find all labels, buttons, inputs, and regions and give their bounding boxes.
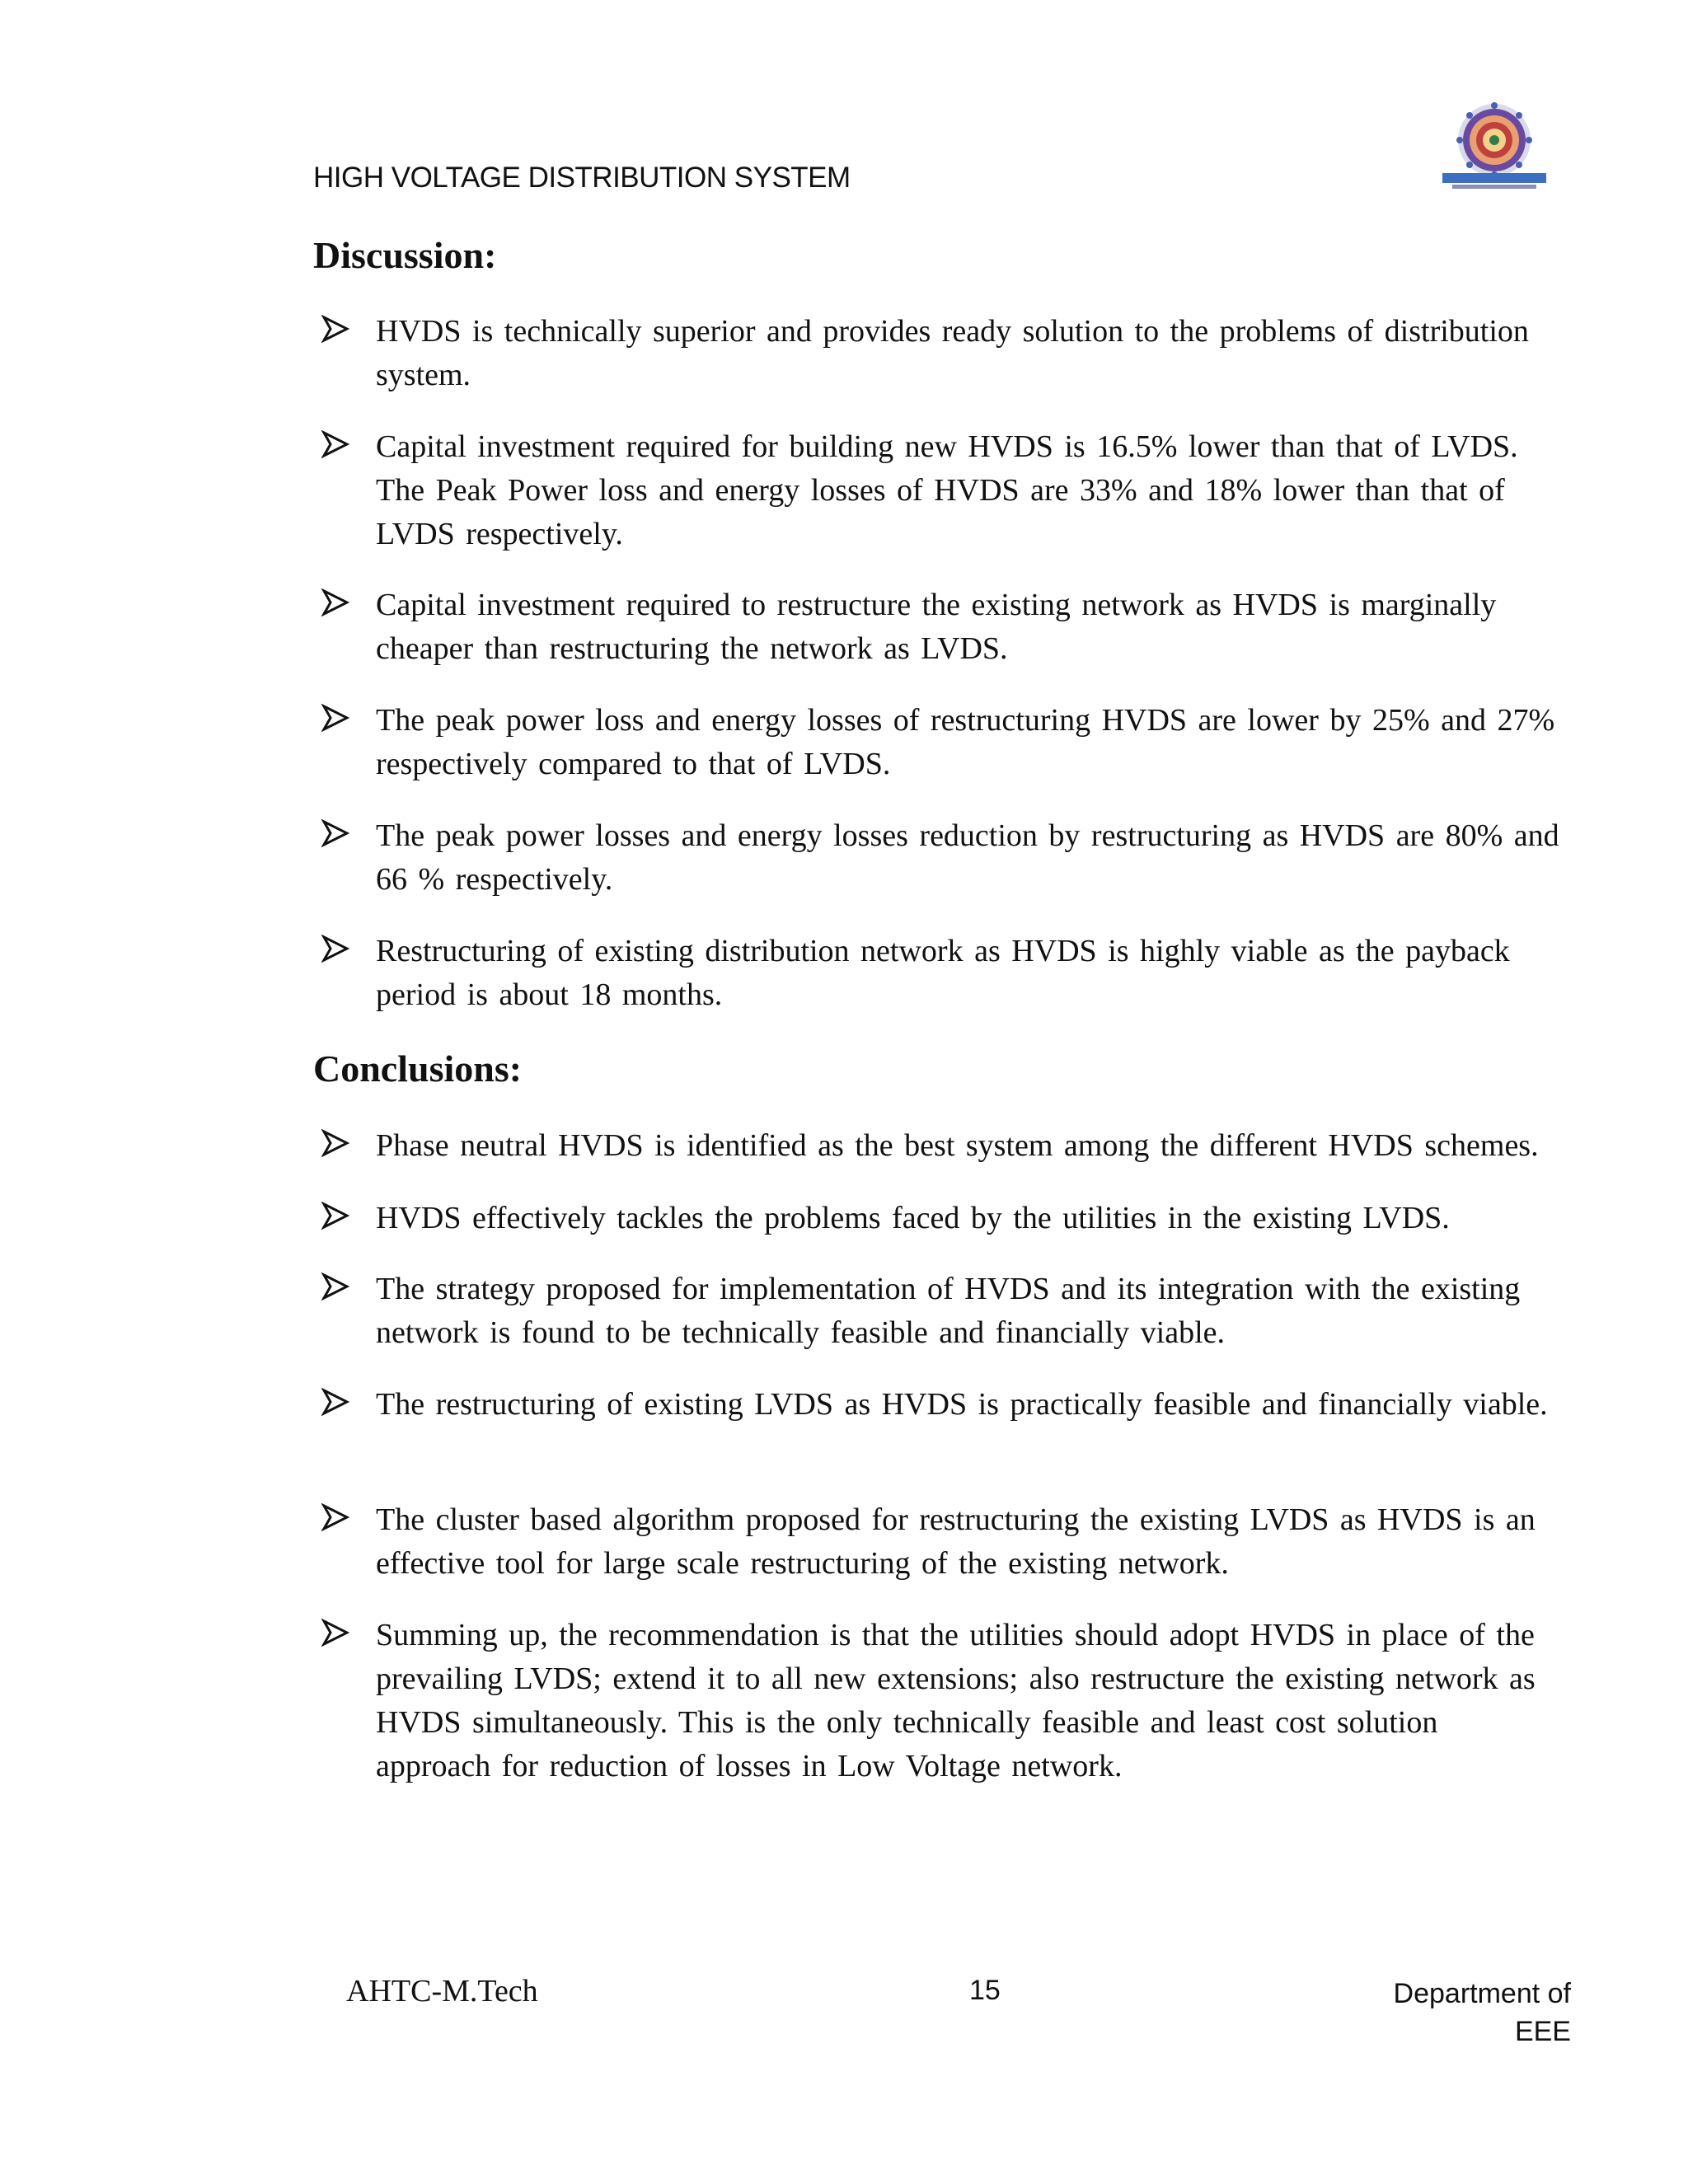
footer-department xyxy=(1302,1975,1571,2050)
arrow-bullet-icon xyxy=(321,1503,349,1531)
conclusion-item-text: The strategy proposed for implementation of HVDS and its integration with the existing network is found to be technically feasible and financially viable. xyxy=(376,1272,1521,1350)
arrow-bullet-icon xyxy=(321,1129,349,1157)
conclusion-item-text: The cluster based algorithm proposed for restructuring the existing LVDS as HVDS is an effective tool for large scale restructuring of the existing network. xyxy=(376,1502,1536,1581)
arrow-bullet-icon xyxy=(321,315,349,343)
header-title: HIGH VOLTAGE DISTRIBUTION SYSTEM xyxy=(313,162,851,194)
arrow-bullet-icon xyxy=(321,704,349,732)
discussion-item-text: HVDS is technically superior and provides ready solution to the problems of distribution system. xyxy=(376,314,1529,392)
conclusions-heading: Conclusions: xyxy=(313,1047,523,1090)
arrow-bullet-icon xyxy=(321,935,349,963)
discussion-item-text: The peak power losses and energy losses reduction by restructuring as HVDS are 80% and 66 % respectively. xyxy=(376,818,1559,897)
discussion-item-text: Capital investment required to restructure the existing network as HVDS is marginally cheaper than restructuring the network as LVDS. xyxy=(376,588,1497,666)
arrow-bullet-icon xyxy=(321,1388,349,1416)
arrow-bullet-icon xyxy=(321,819,349,847)
footer-department-line1: Department of xyxy=(1393,1978,1571,2009)
discussion-heading: Discussion: xyxy=(313,234,497,276)
arrow-bullet-icon xyxy=(321,588,349,616)
conclusion-item-text: The restructuring of existing LVDS as HVDS is practically feasible and financially viable. xyxy=(376,1387,1548,1422)
arrow-bullet-icon xyxy=(321,430,349,458)
arrow-bullet-icon xyxy=(321,1202,349,1230)
footer-department-line2: EEE xyxy=(1514,2016,1571,2047)
conclusion-item-text: Phase neutral HVDS is identified as the best system among the different HVDS schemes. xyxy=(376,1128,1539,1163)
arrow-bullet-icon xyxy=(321,1272,349,1301)
conclusion-item-text: Summing up, the recommendation is that the utilities should adopt HVDS in place of the prevailing LVDS; extend it to all new extensions; also restructure the existing network as HVDS simultaneously. This is the only technically feasible and least cost solution approach for reduction of losses in Low Voltage network. xyxy=(376,1618,1536,1783)
college-emblem-icon xyxy=(1437,97,1551,194)
discussion-item-text: Restructuring of existing distribution network as HVDS is highly viable as the payback period is about 18 months. xyxy=(376,934,1510,1012)
page-number: 15 xyxy=(969,1975,1001,2006)
discussion-item-text: The peak power loss and energy losses of restructuring HVDS are lower by 25% and 27% respectively compared to that of LVDS. xyxy=(376,703,1555,781)
footer-left-label: AHTC-M.Tech xyxy=(346,1974,538,2008)
conclusion-item-text: HVDS effectively tackles the problems faced by the utilities in the existing LVDS. xyxy=(376,1201,1450,1235)
discussion-item-text: Capital investment required for building new HVDS is 16.5% lower than that of LVDS. The Peak Power loss and energy losses of HVDS are 33% and 18% lower than that of LVDS respectively. xyxy=(376,429,1518,551)
arrow-bullet-icon xyxy=(321,1619,349,1647)
